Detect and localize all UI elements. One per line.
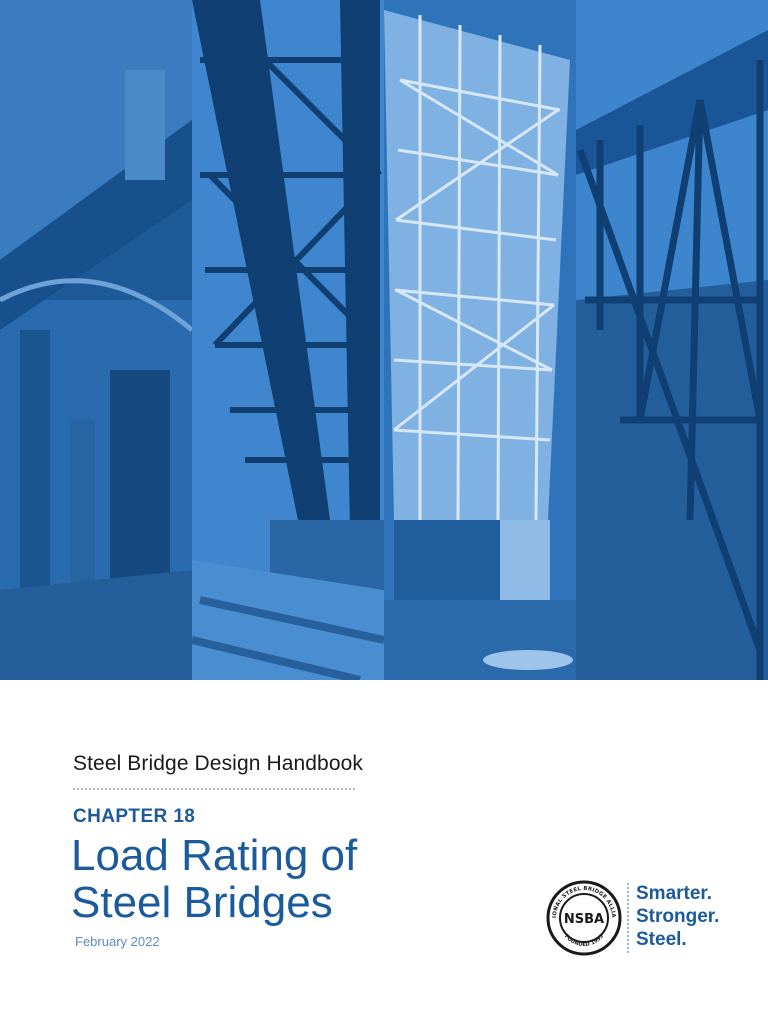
tagline-line-3: Steel.: [636, 929, 687, 950]
title-line-1: Load Rating of: [71, 831, 358, 880]
chapter-label: CHAPTER 18: [73, 806, 196, 827]
bridge-photo-panel-1: [0, 0, 192, 680]
tagline-line-2: Stronger.: [636, 906, 720, 927]
dotted-divider: [73, 788, 355, 790]
tagline-divider: [627, 883, 629, 953]
bridge-photo-panel-4: [576, 0, 768, 680]
bridge-photo-panel-3: [384, 0, 576, 680]
series-title: Steel Bridge Design Handbook: [73, 752, 363, 775]
bridge-photo-panel-2: [192, 0, 384, 680]
svg-text:NATIONAL STEEL BRIDGE ALLIANCE: IONAL STEEL BRIDGE ALLIA: [551, 885, 617, 919]
svg-text:NSBA: NSBA: [563, 912, 605, 927]
publication-date: February 2022: [75, 934, 160, 949]
tagline-line-1: Smarter.: [636, 883, 713, 904]
nsba-seal-icon: [546, 880, 622, 956]
document-title: [71, 832, 357, 926]
svg-text:FOUNDED 1995: FOUNDED 1995: [562, 933, 606, 949]
title-line-2: Steel Bridges: [71, 878, 333, 927]
brand-tagline: [636, 882, 719, 951]
